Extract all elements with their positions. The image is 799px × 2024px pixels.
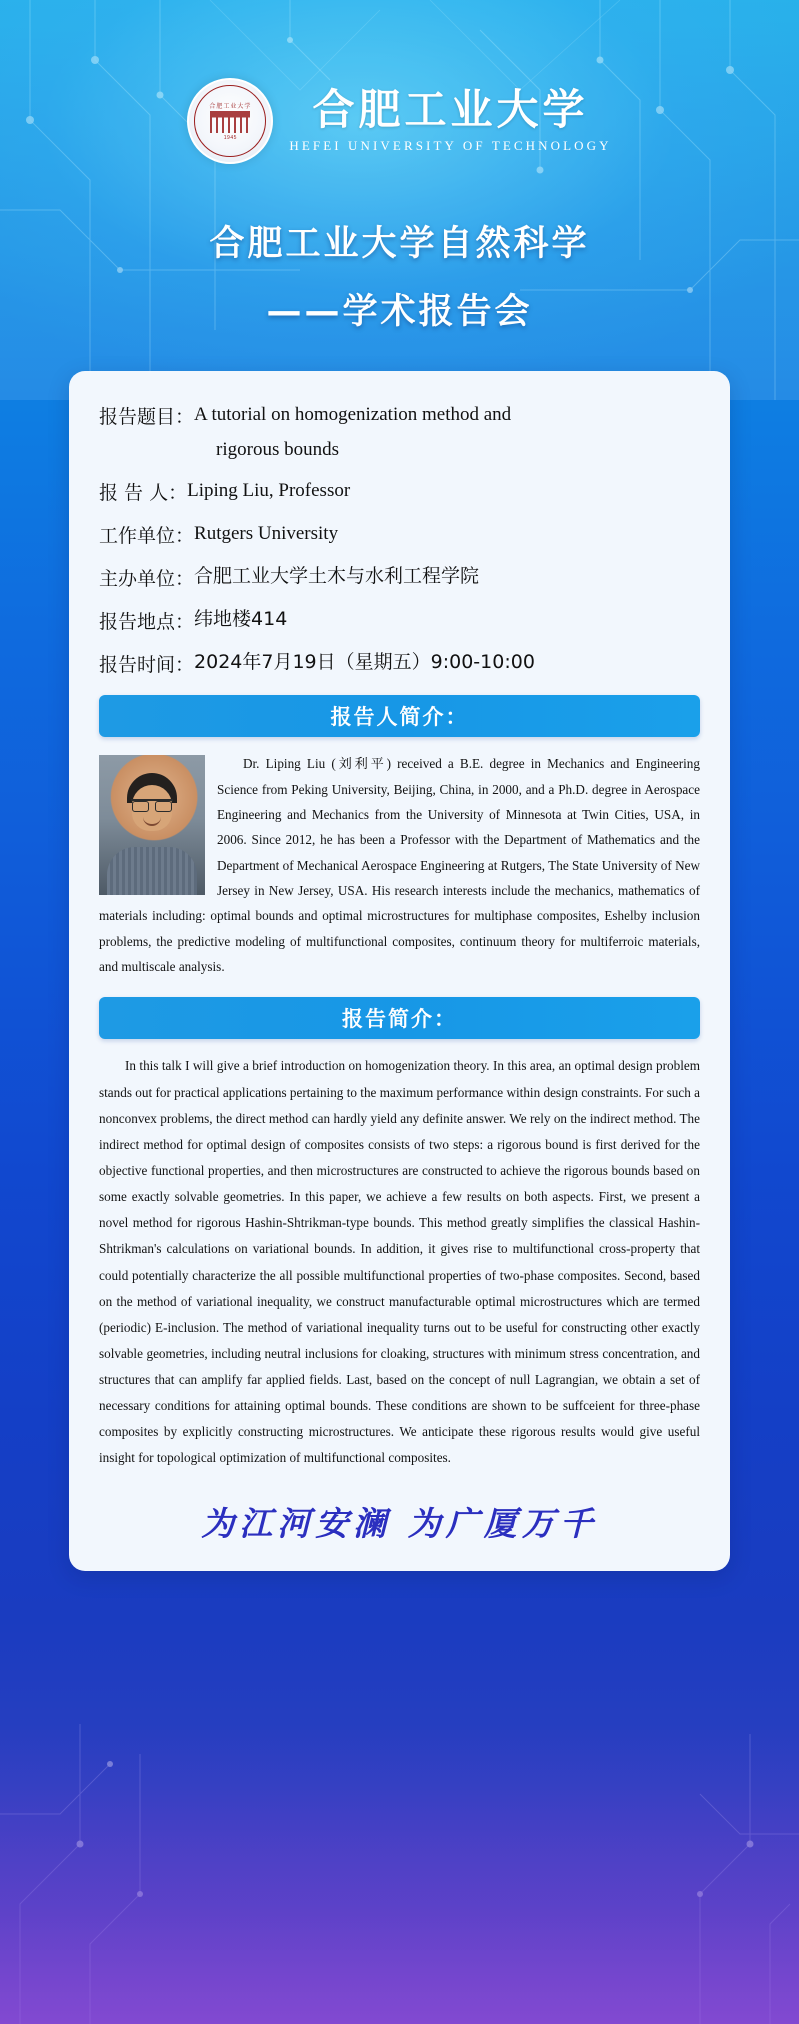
info-label-organizer: 主办单位： [99,568,195,591]
speaker-bio-banner-label: 报告人简介： [330,705,469,730]
circuit-decoration-bottom [0,1694,799,2024]
info-value-affiliation: Rutgers University [194,523,339,545]
info-value-location: 纬地楼414 [194,608,288,631]
seal-building-icon [210,111,250,133]
info-row-speaker [99,478,700,505]
info-label-time: 报告时间： [99,654,195,677]
university-logo-row [0,78,799,164]
info-label-speaker: 报 告 人： [99,482,188,505]
speaker-bio-banner [99,695,700,737]
info-label-title: 报告题目： [99,406,195,428]
info-row-title [99,402,700,462]
info-row-organizer [99,564,700,591]
abstract-text: In this talk I will give a brief introduction on homogenization theory. In this area, an optimal design problem stands out for practical applications pertaining to the maximum performance within design constraints. For such a nonconvex problems, the direct method can hardly yield any definite answer. We rely on the indirect method. The indirect method for optimal design of composites consists of two steps: a rigorous bound is first derived for the objective functional properties, and then microstructures are constructed to achieve the rigorous bounds based on some exactly solvable geometries. In this paper, we achieve a few results on both aspects. First, we present a novel method for rigorous Hashin-Shtrikman-type bounds. This method greatly simplifies the classical Hashin-Shtrikman's calculations on variational bounds. In addition, it gives rise to multifunctional cross-property that could potentially characterize the all possible multifunctional properties of two-phase composites. Second, based on the method of variational inequality, we construct manufacturable optimal microstructures which are termed (periodic) E-inclusion. The method of variational inequality turns out to be useful for constructing other exactly solvable geometries, including neutral inclusions for cloaking, structures with minimum stress concentration, and structures that can amplify far applied fields. Last, based on the concept of null Lagrangian, we obtain a set of necessary conditions for attaining optimal bounds. These conditions are shown to be suffceient for three-phase composites by explicitly constructing microstructures. We anticipate these rigorous results would give useful insight for topological optimization of multifunctional composites. [99,1058,700,1466]
info-value-speaker: Liping Liu, Professor [187,480,351,502]
info-value-title-line1: A tutorial on homogenization method and [194,404,512,425]
lecture-info-list [99,402,700,677]
abstract-banner-label: 报告简介： [342,1007,457,1032]
university-seal-icon [187,78,273,164]
poster-title-line1: 合肥工业大学自然科学 [209,224,590,264]
poster-header [0,0,799,334]
speaker-bio-text: Dr. Liping Liu (刘利平) received a B.E. degree in Mechanics and Engineering Science from Peking University, Beijing, China, in 2000, and a Ph.D. degree in Aerospace Engineering and Mechanics from the University of Minnesota at Twin Cities, USA, in 2006. Since 2012, he has been a Professor with the Department of Mathematics and the Department of Mechanical Aerospace Engineering at Rutgers, The State University of New Jersey in New Jersey, USA. His research interests include the mechanics, mathematics of materials including: optimal bounds and optimal microstructures for multiphase composites, Eshelby inclusion problems, the predictive modeling of multifunctional composites, continuum theory for multiferroic materials, and multiscale analysis. [99,756,700,975]
abstract-banner [99,997,700,1039]
info-value-organizer: 合肥工业大学土木与水利工程学院 [194,565,480,588]
seal-bottom-text: 1945 [223,135,237,141]
info-row-affiliation [99,521,700,548]
info-row-location [99,607,700,634]
info-label-location: 报告地点： [99,611,195,634]
speaker-bio-text-block [99,751,700,979]
info-value-title-line2: rigorous bounds [216,438,339,460]
info-label-affiliation: 工作单位： [99,525,195,548]
university-name-block [289,84,612,154]
poster-slogan: 为江河安澜 为广厦万千 [201,1503,598,1543]
abstract-text-block [99,1053,700,1471]
university-name-cn: 合肥工业大学 [312,84,589,134]
info-value-title [194,402,511,462]
seal-top-text: 合肥工业大学 [209,104,252,110]
info-row-time [99,650,700,677]
poster-title-line2: ——学术报告会 [266,292,533,332]
content-card [69,371,730,1571]
info-value-time: 2024年7月19日（星期五）9:00-10:00 [194,651,535,674]
speaker-portrait [99,755,205,895]
university-name-en: HEFEI UNIVERSITY OF TECHNOLOGY [289,137,612,153]
